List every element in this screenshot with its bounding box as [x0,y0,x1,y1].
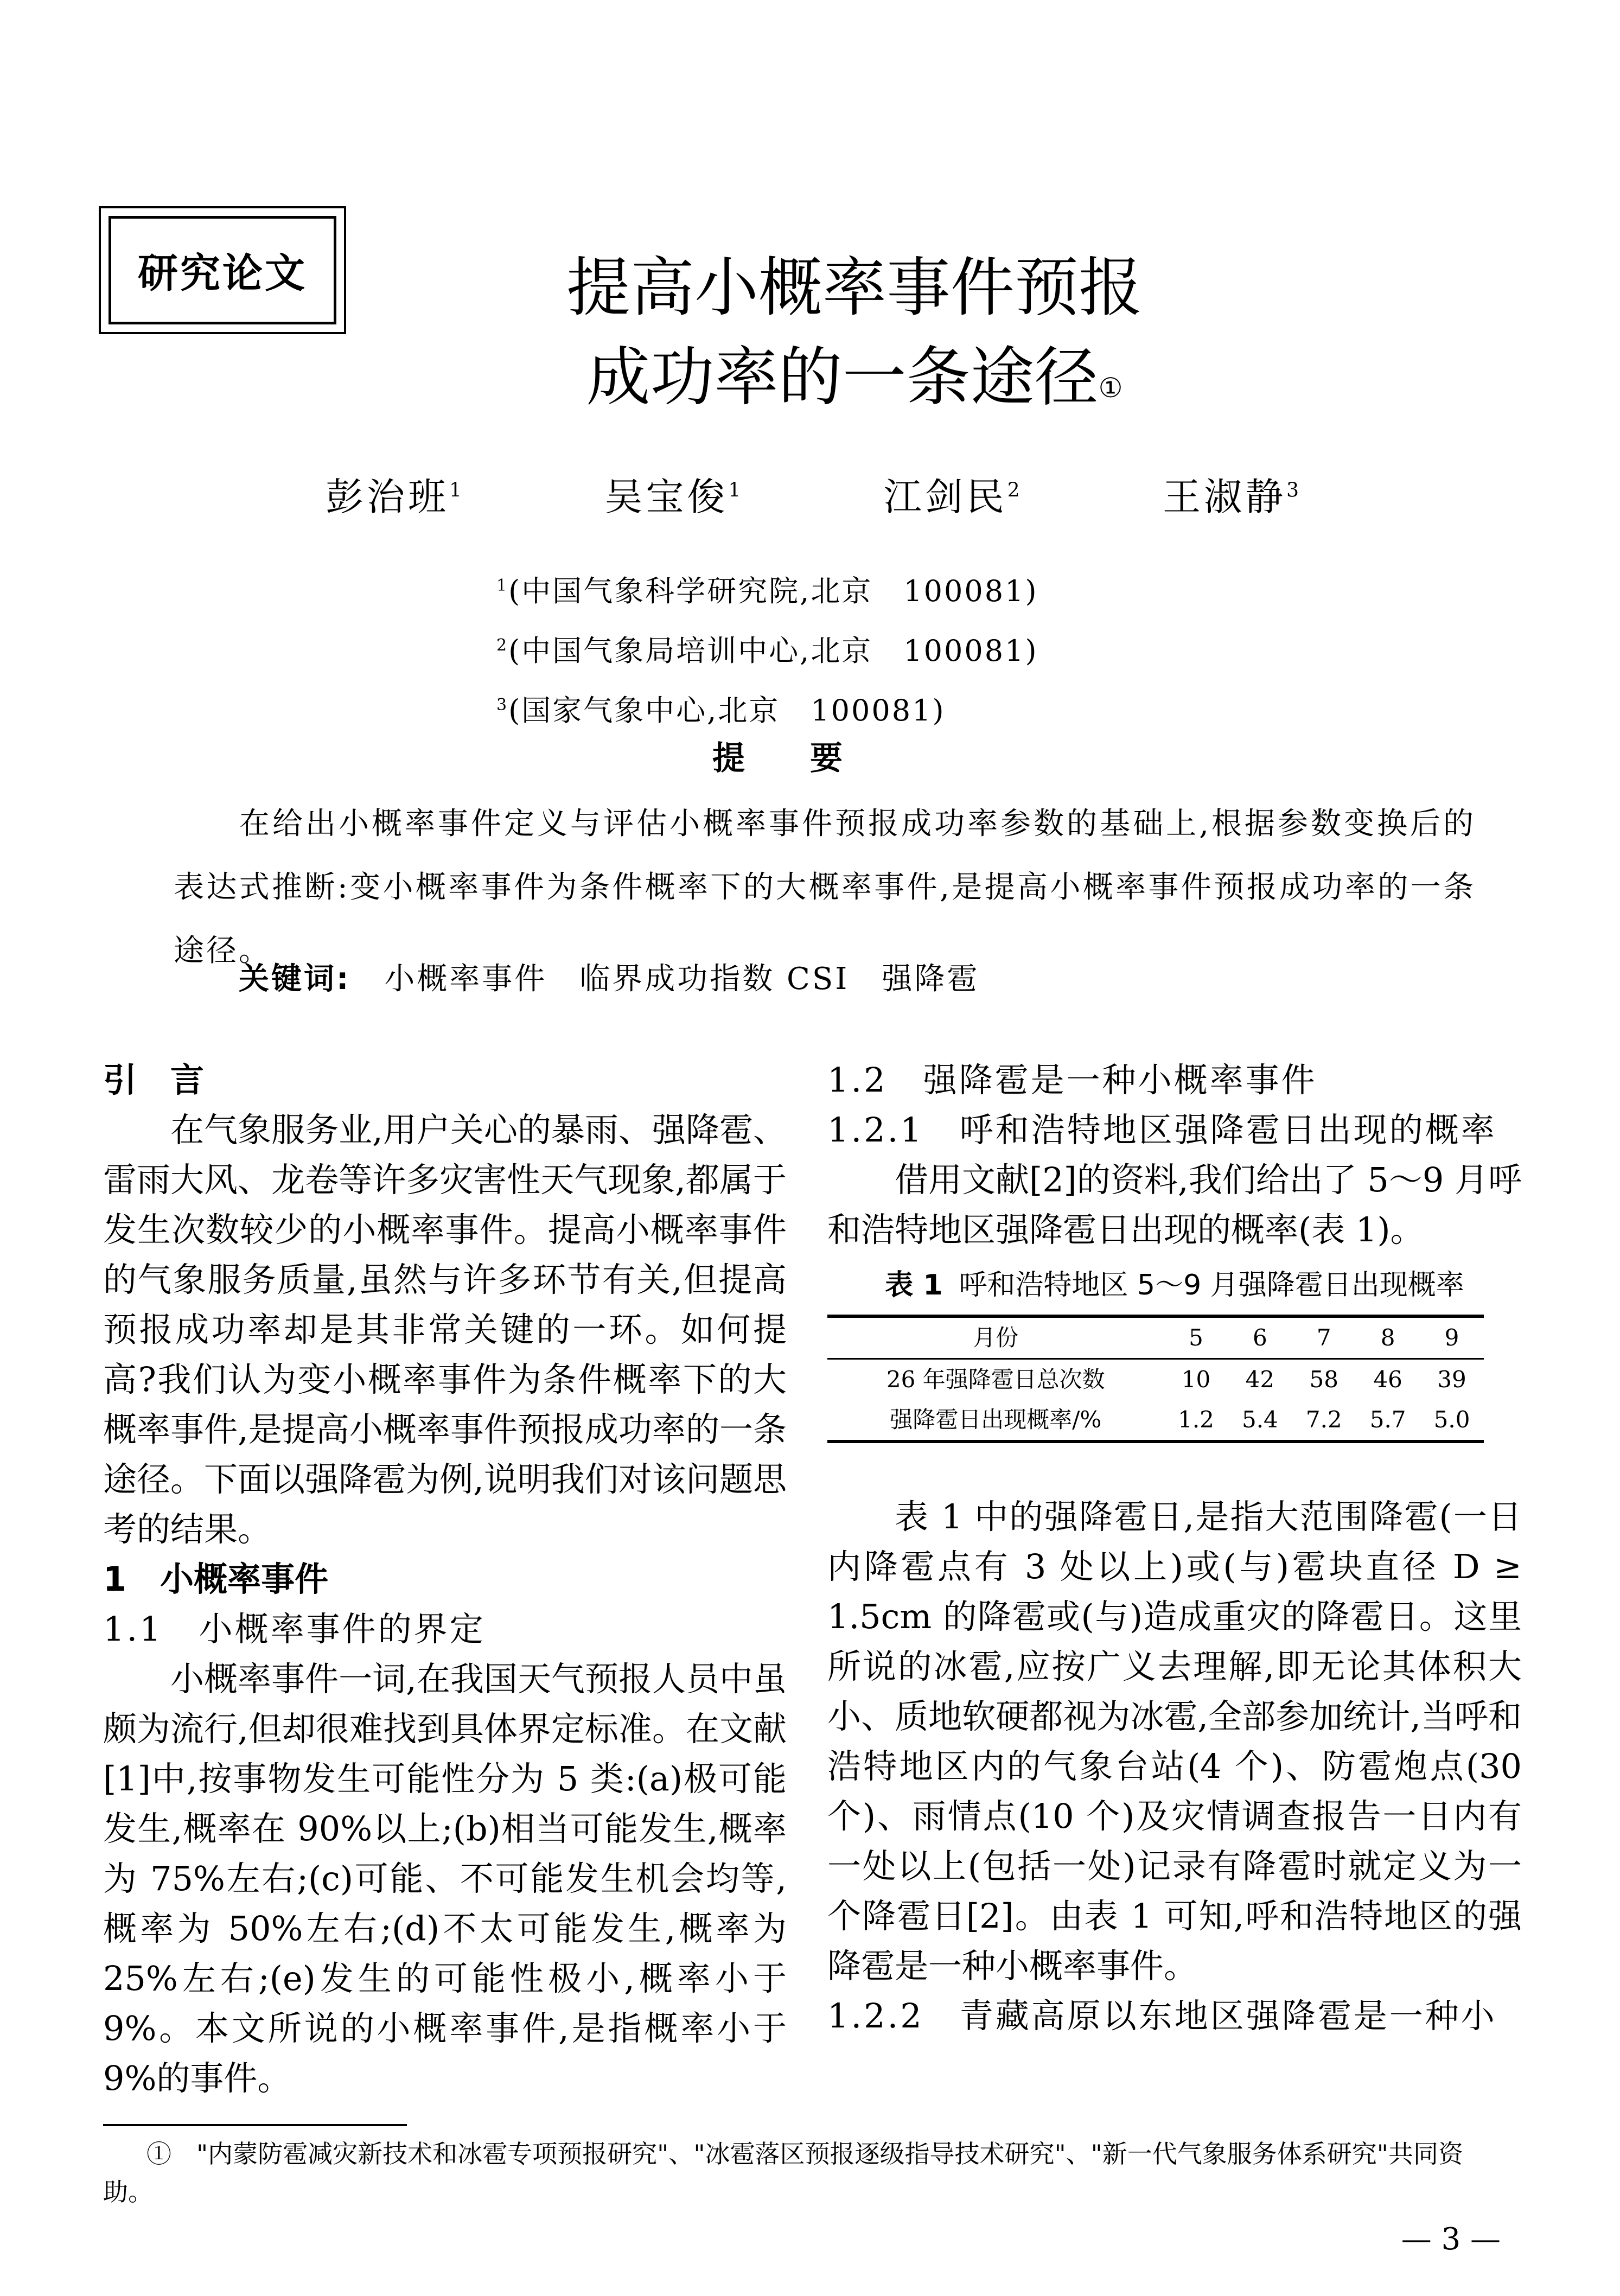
section-1-heading: 1 小概率事件 [103,1559,329,1599]
intro-heading: 引 言 [103,1060,205,1100]
affiliation: $^2$(中国气象局培训中心,北京 100081) [496,634,1038,668]
page-number: — 3 — [1401,2222,1501,2257]
keywords [239,955,979,998]
author: 吴宝俊$^1$ [604,475,744,519]
table-label: 表 1 [885,1269,943,1302]
table-row: 强降雹日出现概率/% 1.2 5.4 7.2 5.7 5.0 [827,1400,1484,1442]
title-line-1: 提高小概率事件预报 [566,250,1143,325]
affiliation: $^3$(国家气象中心,北京 100081) [496,693,946,728]
title-footnote-mark: ① [1098,372,1123,404]
table-caption: 表 1 呼和浩特地区 5～9 月强降雹日出现概率 [885,1269,1464,1302]
affiliation-list [496,559,1038,738]
footnote: ① "内蒙防雹减灾新技术和冰雹专项预报研究"、"冰雹落区预报逐级指导技术研究"、"新一代气象服务体系研究"共同资助。 [103,2139,1463,2206]
right-column [827,1055,1522,2041]
abstract-heading: 提要 [712,739,908,777]
affiliation: $^1$(中国气象科学研究院,北京 100081) [496,574,1038,608]
author: 彭治班$^1$ [326,475,465,519]
keywords-list: 小概率事件 临界成功指数 CSI 强降雹 [384,961,980,997]
post-table-paragraph: 表 1 中的强降雹日,是指大范围降雹(一日内降雹点有 3 处以上)或(与)雹块直径 D ≥ 1.5cm 的降雹或(与)造成重灾的降雹日。这里所说的冰雹,应按广义去理解,即无论其体积大小、质地软硬都视为冰雹,全部参加统计,当呼和浩特地区内的气象台站(4 个)、防雹炮点(30 个)、雨情点(10 个)及灾情调查报告一日内有一处以上(包括一处)记录有降雹时就定义为一个降雹日[2]。由表 1 可知,呼和浩特地区的强降雹是一种小概率事件。 [827,1497,1522,1986]
section-1-1-paragraph: 小概率事件一词,在我国天气预报人员中虽颇为流行,但却很难找到具体界定标准。在文献[1]中,按事物发生可能性分为 5 类:(a)极可能发生,概率在 90%以上;(b)相当可能发生,概率为 75%左右;(c)可能、不可能发生机会均等,概率为 50%左右;(d)不太可能发生,概率为 25%左右;(e)发生的可能性极小,概率小于 9%。本文所说的小概率事件,是指概率小于 9%的事件。 [103,1659,787,2098]
table-row: 26 年强降雹日总次数 10 42 58 46 39 [886,1366,1466,1393]
section-1-2-1-heading: 1.2.1 呼和浩特地区强降雹日出现的概率 [827,1110,1497,1150]
section-1-1-heading: 1.1 小概率事件的界定 [103,1609,486,1649]
abstract-text: 在给出小概率事件定义与评估小概率事件预报成功率参数的基础上,根据参数变换后的表达式推断:变小概率事件为条件概率下的大概率事件,是提高小概率事件预报成功率的一条途径。 [174,806,1476,968]
keywords-label: 关键词: [239,961,351,997]
author: 江剑民$^2$ [883,475,1023,519]
hail-probability-table [827,1315,1484,1443]
left-column [103,1055,787,2103]
column-badge-label: 研究论文 [138,250,307,297]
intro-paragraph: 在气象服务业,用户关心的暴雨、强降雹、雷雨大风、龙卷等许多灾害性天气现象,都属于发生次数较少的小概率事件。提高小概率事件的气象服务质量,虽然与许多环节有关,但提高预报成功率却是其非常关键的一环。如何提高?我们认为变小概率事件为条件概率下的大概率事件,是提高小概率事件预报成功率的一条途径。下面以强降雹为例,说明我们对该问题思考的结果。 [103,1110,787,1549]
column-badge [109,216,336,324]
section-1-2-1-paragraph: 借用文献[2]的资料,我们给出了 5～9 月呼和浩特地区强降雹日出现的概率(表 1)。 [827,1160,1522,1249]
section-1-2-heading: 1.2 强降雹是一种小概率事件 [827,1060,1317,1100]
author: 王淑静$^3$ [1163,475,1302,519]
title-line-2: 成功率的一条途径① [586,340,1123,414]
footnote-divider [103,2124,407,2126]
author-list [326,467,1302,521]
section-1-2-2-heading: 1.2.2 青藏高原以东地区强降雹是一种小 [827,1996,1497,2036]
table-header-row: 月份 5 6 7 8 9 [827,1316,1484,1359]
